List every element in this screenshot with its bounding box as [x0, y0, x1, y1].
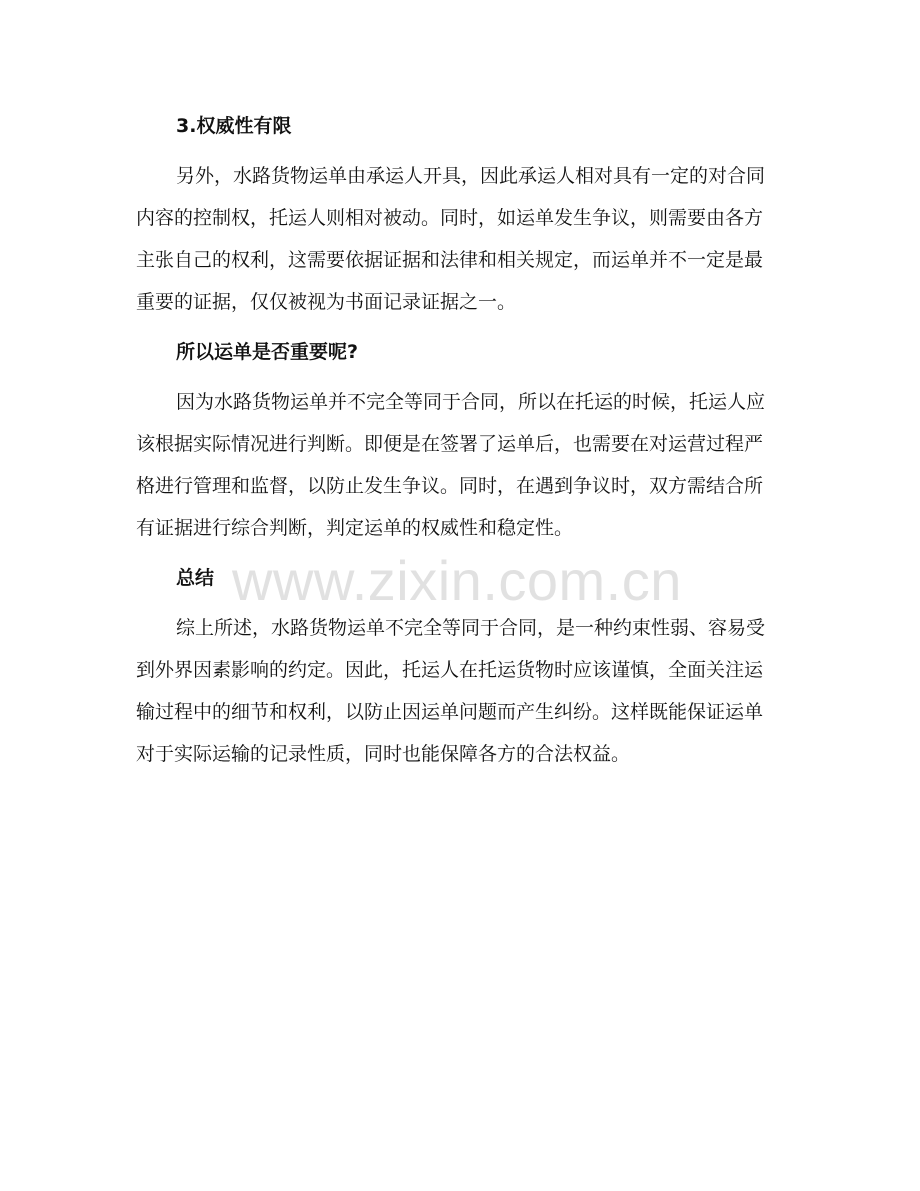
section-body-summary: 综上所述，水路货物运单不完全等同于合同，是一种约束性弱、容易受到外界因素影响的约定。因此，托运人在托运货物时应该谨慎，全面关注运输过程中的细节和权利，以防止因运单问题而产生纠纷。这样既能保证运单对于实际运输的记录性质，同时也能保障各方的合法权益。	[136, 617, 766, 765]
section-heading-importance: 所以运单是否重要呢?	[176, 341, 359, 363]
section-heading-authority: 3.权威性有限	[176, 115, 292, 137]
watermark: www.zixin.com.cn	[232, 549, 682, 612]
document-content	[136, 108, 776, 775]
section-body-authority: 另外，水路货物运单由承运人开具，因此承运人相对具有一定的对合同内容的控制权，托运人则相对被动。同时，如运单发生争议，则需要由各方主张自己的权利，这需要依据证据和法律和相关规定，而运单并不一定是最重要的证据，仅仅被视为书面记录证据之一。	[136, 165, 766, 313]
section-body-importance: 因为水路货物运单并不完全等同于合同，所以在托运的时候，托运人应该根据实际情况进行判断。即便是在签署了运单后，也需要在对运营过程严格进行管理和监督，以防止发生争议。同时，在遇到争议时，双方需结合所有证据进行综合判断，判定运单的权威性和稳定性。	[136, 391, 766, 539]
section-heading-summary: 总结	[176, 567, 215, 589]
